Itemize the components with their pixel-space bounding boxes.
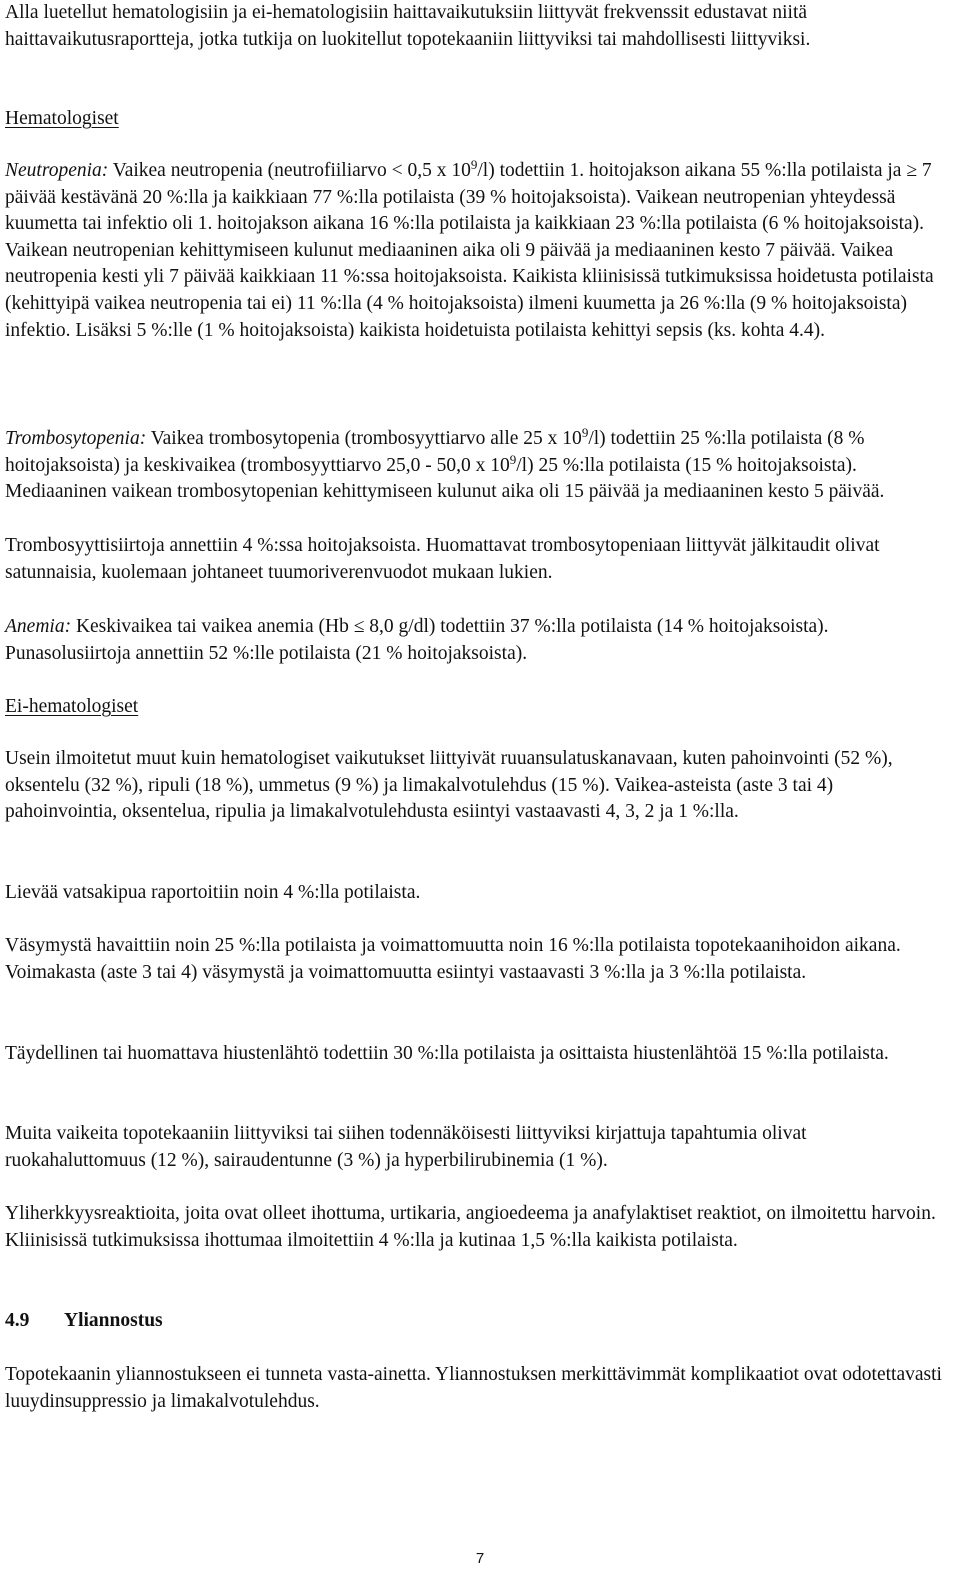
thrombocytopenia-label: Trombosytopenia: [5,428,147,449]
greater-equal-symbol: ≥ [906,160,918,181]
anemia-text-1: Keskivaikea tai vaikea anemia (Hb [71,616,354,637]
anemia-paragraph [5,614,950,667]
thrombocytopenia-text-2: /l) todettiin 25 %:lla potilaista (8 % hoitojaksoista) ja keskivaikea (trombosyyttiarvo 25,0 - 50,0 x 10 [5,428,865,476]
neutropenia-text-1: Vaikea neutropenia (neutrofiiliarvo < 0,5 x 10 [108,160,471,181]
thrombocytopenia-text-3: /l) 25 %:lla potilaista (15 % hoitojaksoista). Mediaaninen vaikean trombosytopenian kehittymiseen kulunut aika oli 15 päivää ja mediaaninen kesto 5 päivää. [5,454,885,503]
hypersensitivity-paragraph: Yliherkkyysreaktioita, joita ovat olleet ihottuma, urtikaria, angioedeema ja anafylaktiset reaktiot, on ilmoitettu harvoin. Kliinisissä tutkimuksissa ihottumaa ilmoitettiin 4 %:lla ja kutinaa 1,5 %:lla kaikista potilaista. [5,1203,936,1251]
other-events-paragraph: Muita vaikeita topotekaaniin liittyviksi tai siihen todennäköisesti liittyviksi kirjattuja tapahtumia olivat ruokahaluttomuus (12 %), sairaudentunne (3 %) ja hyperbilirubinemia (1 %). [5,1123,807,1171]
neutropenia-exponent: 9 [470,157,478,172]
alopecia-paragraph: Täydellinen tai huomattava hiustenlähtö todettiin 30 %:lla potilaista ja osittaista hiustenlähtöä 15 %:lla potilaista. [5,1043,889,1064]
page-number: 7 [475,1550,485,1567]
section-number: 4.9 [5,1310,30,1331]
intro-paragraph: Alla luetellut hematologisiin ja ei-hematologisiin haittavaikutuksiin liittyvät frekvenssit edustavat niitä haittavaikutusraportteja, jotka tutkija on luokitellut topotekaaniin liittyviksi tai mahdollisesti liittyviksi. [5,2,811,50]
abdominal-pain-paragraph: Lievää vatsakipua raportoitiin noin 4 %:lla potilaista. [5,882,421,903]
anemia-text-2: 8,0 g/dl) todettiin 37 %:lla potilaista (14 % hoitojaksoista). Punasolusiirtoja annettiin 52 %:lle potilaista (21 % hoitojaksoista). [5,616,829,664]
hematologic-heading: Hematologiset [5,108,119,129]
non-hematologic-heading: Ei-hematologiset [5,696,139,717]
anemia-label: Anemia: [5,616,72,637]
overdose-paragraph: Topotekaanin yliannostukseen ei tunneta vasta-ainetta. Yliannostuksen merkittävimmät komplikaatiot ovat odotettavasti luuydinsuppressio ja limakalvotulehdus. [5,1364,942,1412]
thrombocytopenia-exponent-1: 9 [581,425,589,440]
neutropenia-text-2: /l) todettiin 1. hoitojakson aikana 55 %:lla potilaista ja [477,160,907,181]
thrombocytopenia-paragraph [5,426,950,506]
section-heading-overdose [5,1308,950,1335]
gi-effects-paragraph: Usein ilmoitetut muut kuin hematologiset vaikutukset liittyivät ruuansulatuskanavaan, kuten pahoinvointi (52 %), oksentelu (32 %), ripuli (18 %), ummetus (9 %) ja limakalvotulehdus (15 %). Vaikea-asteista (aste 3 tai 4) pahoinvointia, oksentelua, ripulia ja limakalvotulehdusta esiintyi vastaavasti 4, 3, 2 ja 1 %:lla. [5,748,893,823]
thrombocytopenia-text-1: Vaikea trombosytopenia (trombosyyttiarvo alle 25 x 10 [146,428,582,449]
fatigue-paragraph: Väsymystä havaittiin noin 25 %:lla potilaista ja voimattomuutta noin 16 %:lla potilaista topotekaanihoidon aikana. Voimakasta (aste 3 tai 4) väsymystä ja voimattomuutta esiintyi vastaavasti 3 %:lla ja 3 %:lla potilaista. [5,935,901,983]
neutropenia-paragraph [5,158,950,344]
section-title: Yliannostus [64,1310,163,1331]
less-equal-symbol: ≤ [353,616,365,637]
neutropenia-text-3: 7 päivää kestävänä 20 %:lla ja kaikkiaan 77 %:lla potilaista (39 % hoitojaksoista). Vaikean neutropenian yhteydessä kuumetta tai infektio oli 1. hoitojakson aikana 16 %:lla potilaista ja kaikkiaan 23 %:lla potilaista (6 % hoitojaksoista). Vaikean neutropenian kehittymiseen kulunut mediaaninen aika oli 9 päivää ja mediaaninen kesto 7 päivää. Vaikea neutropenia kesti yli 7 päivää kaikkiaan 11 %:ssa hoitojaksoista. Kaikista kliinisissä tutkimuksissa hoidetusta potilaista (kehittyipä vaikea neutropenia tai ei) 11 %:lla (4 % hoitojaksoista) ilmeni kuumetta ja 26 %:lla (9 % hoitojaksoista) infektio. Lisäksi 5 %:lle (1 % hoitojaksoista) kaikista hoidetuista potilaista kehittyi sepsis (ks. kohta 4.4). [5,160,934,341]
platelet-transfusion-paragraph: Trombosyyttisiirtoja annettiin 4 %:ssa hoitojaksoista. Huomattavat trombosytopeniaan liittyvät jälkitaudit olivat satunnaisia, kuolemaan johtaneet tuumoriverenvuodot mukaan lukien. [5,535,880,583]
neutropenia-label: Neutropenia: [5,160,109,181]
thrombocytopenia-exponent-2: 9 [509,451,517,467]
